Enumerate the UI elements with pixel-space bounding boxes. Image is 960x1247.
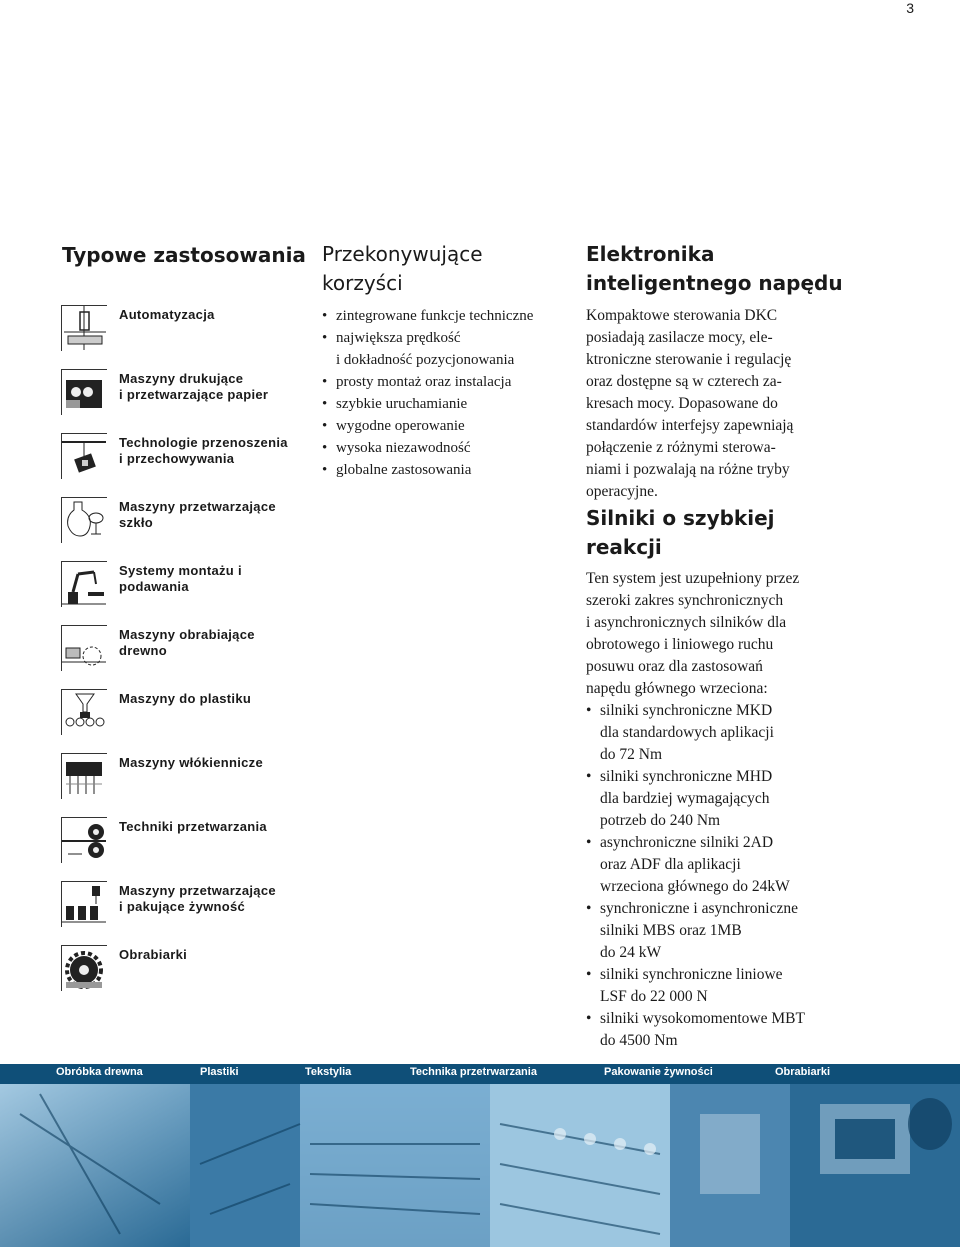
paragraph-line: napędu głównego wrzeciona: [586,680,768,697]
list-item [61,561,301,611]
list-item [322,393,572,415]
list-item [322,459,572,481]
paragraph-line: niami i pozwalają na różne tryby [586,461,790,478]
paragraph-line: kresach mocy. Dopasowane do [586,395,778,412]
list-item [61,817,301,867]
benefit-text: • wygodne operowanie [336,418,465,434]
paragraph-line: obrotowego i liniowego ruchu [586,636,774,653]
list-item [61,945,301,995]
benefits-title [322,240,483,298]
band-label-textiles: Tekstylia [305,1066,352,1078]
list-item [322,371,572,393]
benefit-text-2: i dokładność pozycjonowania [336,352,515,368]
app-label-2: szkło [119,515,154,530]
benefit-text: • największa prędkość [336,330,461,346]
woodworking-saw-icon [61,625,107,671]
motor-line: • silniki wysokomomentowe MBT [600,1010,805,1027]
list-item [322,437,572,459]
motors-title-line1: Silniki o szybkiej [586,506,775,530]
page-number: 3 [906,0,914,16]
motor-line: • silniki synchroniczne MHD [600,768,773,785]
list-item [61,625,301,675]
motor-line: • silniki synchroniczne liniowe [600,966,783,983]
handling-storage-icon [61,433,107,479]
motor-line: LSF do 22 000 N [600,988,708,1005]
list-item [61,881,301,931]
list-item [586,898,836,964]
list-item [322,327,572,371]
motor-line: silniki MBS oraz 1MB [600,922,742,939]
paragraph-line: szeroki zakres synchronicznych [586,592,784,609]
list-item [61,305,301,355]
benefits-list [322,305,572,481]
app-label: Technologie przenoszenia [119,435,288,450]
list-item [586,700,836,766]
app-label: Obrabiarki [119,947,188,962]
electronics-title [586,240,843,298]
motor-line: dla standardowych aplikacji [600,724,774,741]
band-label-processing: Technika przetrwarzania [410,1066,537,1078]
list-item [586,766,836,832]
app-label-2: i przechowywania [119,451,235,466]
motors-title [586,504,775,562]
paragraph-line: oraz dostępne są w czterech za- [586,373,782,390]
motor-line: potrzeb do 240 Nm [600,812,721,829]
electronics-title-line2: inteligentnego napędu [586,271,843,295]
motor-line: do 4500 Nm [600,1032,678,1049]
paragraph-line: operacyjne. [586,483,658,500]
industry-band [0,1064,960,1084]
paragraph-line: Kompaktowe sterowania DKC [586,307,778,324]
list-item [322,415,572,437]
list-item [61,433,301,483]
app-label: Maszyny przetwarzające [119,499,276,514]
printing-machine-icon [61,369,107,415]
processing-rollers-icon [61,817,107,863]
app-label-2: i pakujące żywność [119,899,246,914]
benefit-text: • globalne zastosowania [336,462,472,478]
list-item [61,369,301,419]
motor-line: do 24 kW [600,944,662,961]
applications-title: Typowe zastosowania [62,243,306,267]
plastics-machine-icon [61,689,107,735]
motor-line: oraz ADF dla aplikacji [600,856,741,873]
electronics-title-line1: Elektronika [586,242,715,266]
machine-tool-gear-icon [61,945,107,991]
electronics-paragraph [586,305,826,503]
motors-list [586,700,836,1052]
paragraph-line: ktroniczne sterowanie i regulację [586,351,792,368]
paragraph-line: standardów interfejsy zapewniają [586,417,794,434]
automation-icon [61,305,107,351]
band-label-wood: Obróbka drewna [56,1066,143,1078]
motors-paragraph [586,568,826,700]
app-label: Maszyny przetwarzające [119,883,276,898]
motor-line: • silniki synchroniczne MKD [600,702,773,719]
app-label-2: podawania [119,579,189,594]
band-label-plastics: Plastiki [200,1066,239,1078]
app-label: Systemy montażu i [119,563,242,578]
textile-machine-icon [61,753,107,799]
app-label: Techniki przetwarzania [119,819,267,834]
list-item [322,305,572,327]
app-label: Maszyny drukujące [119,371,244,386]
benefits-title-line1: Przekonywujące [322,242,483,266]
motors-title-line2: reakcji [586,535,662,559]
list-item [586,964,836,1008]
list-item [61,689,301,739]
paragraph-line: posuwu oraz dla zastosowań [586,658,763,675]
list-item [586,1008,836,1052]
motor-line: • synchroniczne i asynchroniczne [600,900,798,917]
motor-line: do 72 Nm [600,746,662,763]
list-item [61,753,301,803]
app-label: Maszyny do plastiku [119,691,252,706]
paragraph-line: połączenie z różnymi sterowa- [586,439,776,456]
list-item [586,832,836,898]
app-label: Maszyny włókiennicze [119,755,263,770]
assembly-robot-icon [61,561,107,607]
benefit-text: • wysoka niezawodność [336,440,471,456]
paragraph-line: Ten system jest uzupełniony przez [586,570,800,587]
band-label-food: Pakowanie żywności [604,1066,713,1078]
benefits-title-line2: korzyści [322,271,403,295]
food-packaging-icon [61,881,107,927]
app-label: Maszyny obrabiające [119,627,255,642]
motor-line: dla bardziej wymagających [600,790,770,807]
glass-processing-icon [61,497,107,543]
paragraph-line: i asynchronicznych silników dla [586,614,787,631]
motor-line: • asynchroniczne silniki 2AD [600,834,774,851]
industry-photo-collage [0,1084,960,1247]
paragraph-line: posiadają zasilacze mocy, ele- [586,329,773,346]
benefit-text: • zintegrowane funkcje techniczne [336,308,534,324]
list-item [61,497,301,547]
benefit-text: • szybkie uruchamianie [336,396,468,412]
motor-line: wrzeciona głównego do 24kW [600,878,790,895]
app-label-2: i przetwarzające papier [119,387,269,402]
benefit-text: • prosty montaż oraz instalacja [336,374,512,390]
app-label: Automatyzacja [119,307,215,322]
band-label-machine-tools: Obrabiarki [775,1066,831,1078]
app-label-2: drewno [119,643,168,658]
